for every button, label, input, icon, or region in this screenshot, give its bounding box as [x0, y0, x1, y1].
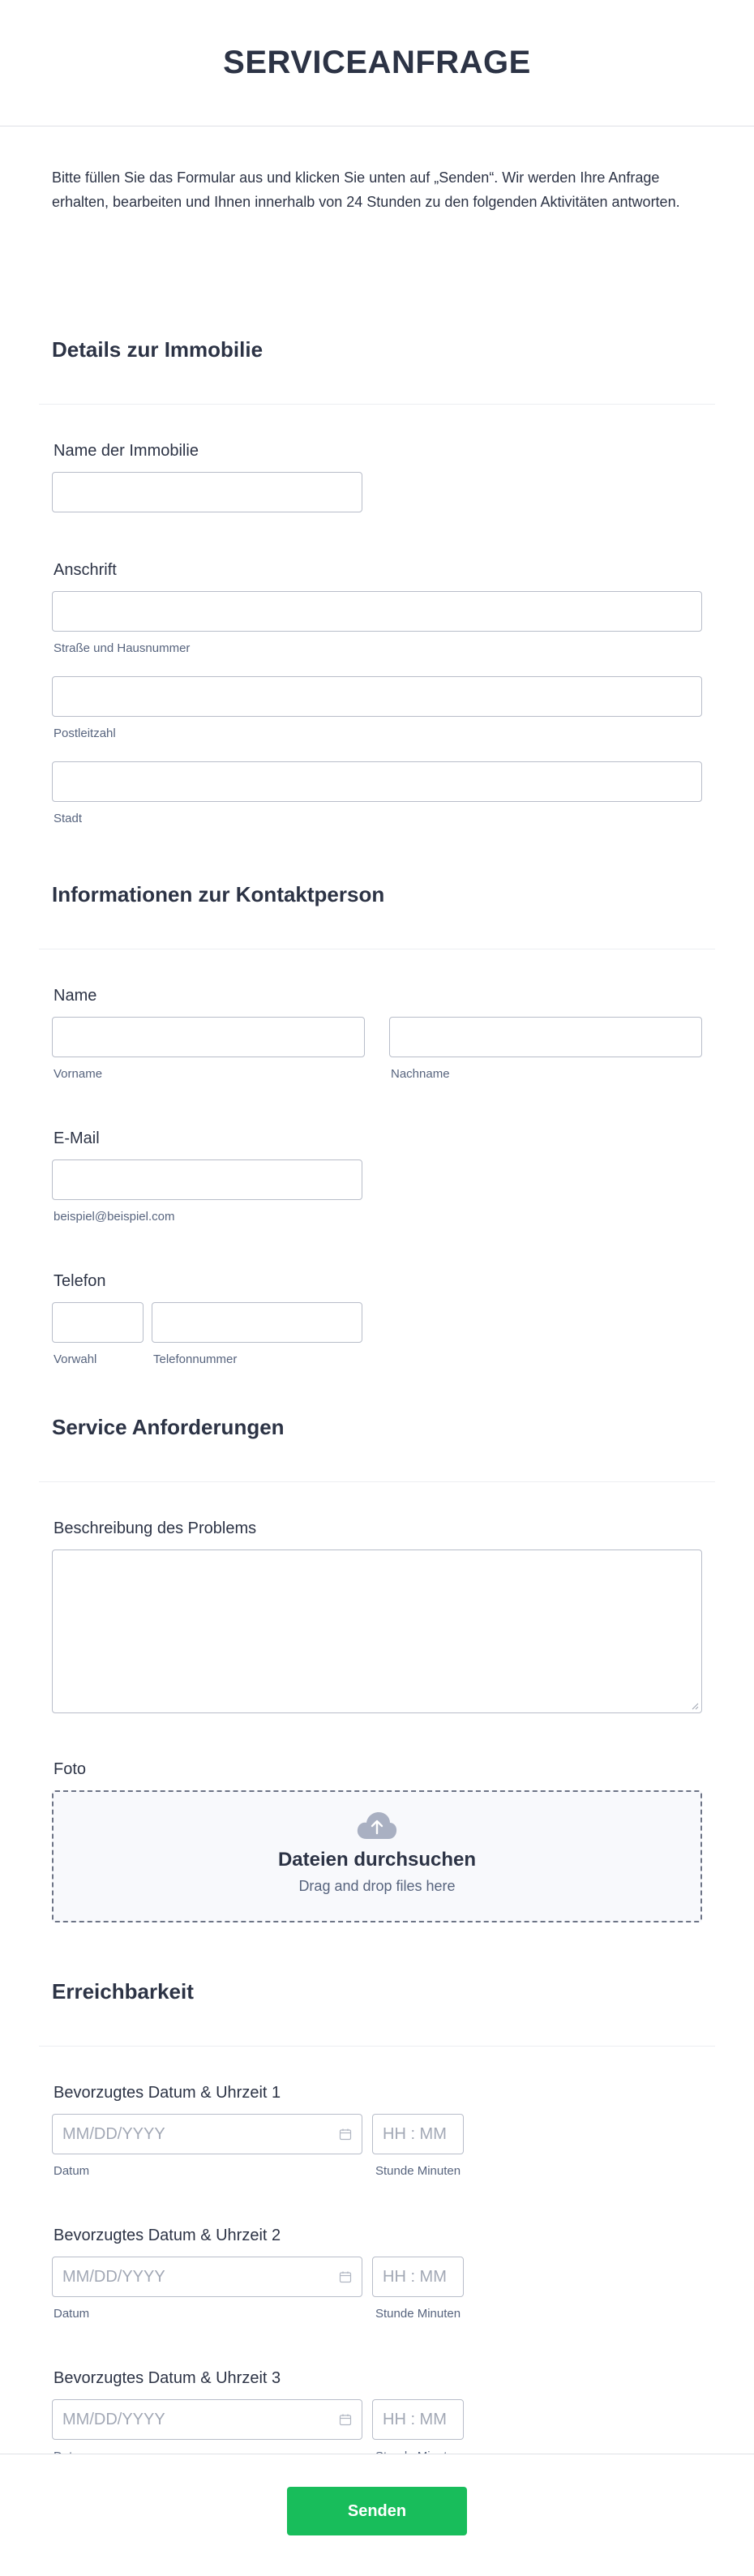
field-label: Anschrift	[54, 561, 117, 579]
city-input[interactable]	[52, 761, 702, 802]
first-name-input[interactable]	[52, 1017, 365, 1057]
field-sublabel: Postleitzahl	[54, 727, 116, 740]
email-field	[0, 1081, 754, 1224]
cloud-upload-icon	[357, 1811, 397, 1841]
phone-number-input[interactable]	[152, 1302, 362, 1343]
time-input[interactable]	[372, 2399, 464, 2440]
field-label: Beschreibung des Problems	[54, 1519, 257, 1537]
photo-field	[0, 1713, 754, 1922]
phone-field	[0, 1224, 754, 1366]
form-header	[0, 0, 754, 126]
field-sublabel: Nachname	[391, 1067, 450, 1081]
time-input[interactable]	[372, 2114, 464, 2154]
file-upload-dropzone[interactable]	[52, 1790, 702, 1922]
section-title: Informationen zur Kontaktperson	[52, 882, 385, 907]
description-field	[0, 1482, 754, 1713]
field-sublabel: Stunde Minuten	[375, 2307, 461, 2321]
email-input[interactable]	[52, 1159, 362, 1200]
time-placeholder: HH : MM	[383, 2411, 447, 2428]
form-footer	[0, 2454, 754, 2576]
section-service	[39, 1382, 715, 1482]
form-title: SERVICEANFRAGE	[223, 45, 531, 80]
field-label: Telefon	[54, 1272, 106, 1290]
zip-input[interactable]	[52, 676, 702, 717]
datetime-field-2	[0, 2178, 754, 2321]
field-sublabel: Stunde Minuten	[375, 2164, 461, 2178]
field-sublabel: Datum	[54, 2307, 90, 2321]
field-label: Name der Immobilie	[54, 442, 199, 460]
date-input[interactable]	[52, 2257, 362, 2297]
field-sublabel: Datum	[54, 2164, 90, 2178]
field-sublabel: Stadt	[54, 812, 83, 825]
date-placeholder: MM/DD/YYYY	[62, 2411, 165, 2428]
section-property	[39, 305, 715, 405]
contact-name-field	[0, 949, 754, 1081]
date-placeholder: MM/DD/YYYY	[62, 2125, 165, 2143]
time-placeholder: HH : MM	[383, 2125, 447, 2143]
section-contact	[39, 850, 715, 949]
description-textarea[interactable]	[52, 1549, 702, 1713]
field-label: Bevorzugtes Datum & Uhrzeit 3	[54, 2369, 281, 2387]
section-availability	[39, 1947, 715, 2047]
field-sublabel: Vorwahl	[54, 1352, 97, 1366]
submit-button[interactable]: Senden	[287, 2487, 467, 2535]
section-title: Service Anforderungen	[52, 1415, 285, 1439]
last-name-input[interactable]	[389, 1017, 702, 1057]
resize-handle-icon[interactable]	[691, 1702, 699, 1710]
time-placeholder: HH : MM	[383, 2268, 447, 2286]
property-name-field	[0, 405, 754, 512]
field-label: Name	[54, 987, 97, 1005]
address-field	[0, 512, 754, 825]
datetime-field-1	[0, 2047, 754, 2178]
calendar-icon[interactable]	[339, 2270, 352, 2283]
field-sublabel: Telefonnummer	[153, 1352, 238, 1366]
street-input[interactable]	[52, 591, 702, 632]
upload-subtitle: Drag and drop files here	[298, 1878, 456, 1894]
form-intro: Bitte füllen Sie das Formular aus und klicken Sie unten auf „Senden“. Wir werden Ihre Anfrage erhalten, bearbeiten und Ihnen innerhalb von 24 Stunden zu den folgenden Aktivitäten antworten.	[52, 169, 680, 210]
field-sublabel: Vorname	[54, 1067, 103, 1081]
field-label: Bevorzugtes Datum & Uhrzeit 2	[54, 2227, 281, 2244]
date-placeholder: MM/DD/YYYY	[62, 2268, 165, 2286]
field-label: Bevorzugtes Datum & Uhrzeit 1	[54, 2084, 281, 2102]
date-input[interactable]	[52, 2114, 362, 2154]
section-title: Details zur Immobilie	[52, 337, 263, 362]
property-name-input[interactable]	[52, 472, 362, 512]
area-code-input[interactable]	[52, 1302, 144, 1343]
field-sublabel: Straße und Hausnummer	[54, 641, 191, 655]
field-sublabel: beispiel@beispiel.com	[54, 1210, 175, 1224]
calendar-icon[interactable]	[339, 2128, 352, 2141]
section-title: Erreichbarkeit	[52, 1979, 194, 2004]
calendar-icon[interactable]	[339, 2413, 352, 2426]
time-input[interactable]	[372, 2257, 464, 2297]
date-input[interactable]	[52, 2399, 362, 2440]
datetime-field-3	[0, 2321, 754, 2463]
upload-title: Dateien durchsuchen	[277, 1849, 477, 1871]
field-label: Foto	[54, 1760, 87, 1778]
field-label: E-Mail	[54, 1129, 100, 1147]
